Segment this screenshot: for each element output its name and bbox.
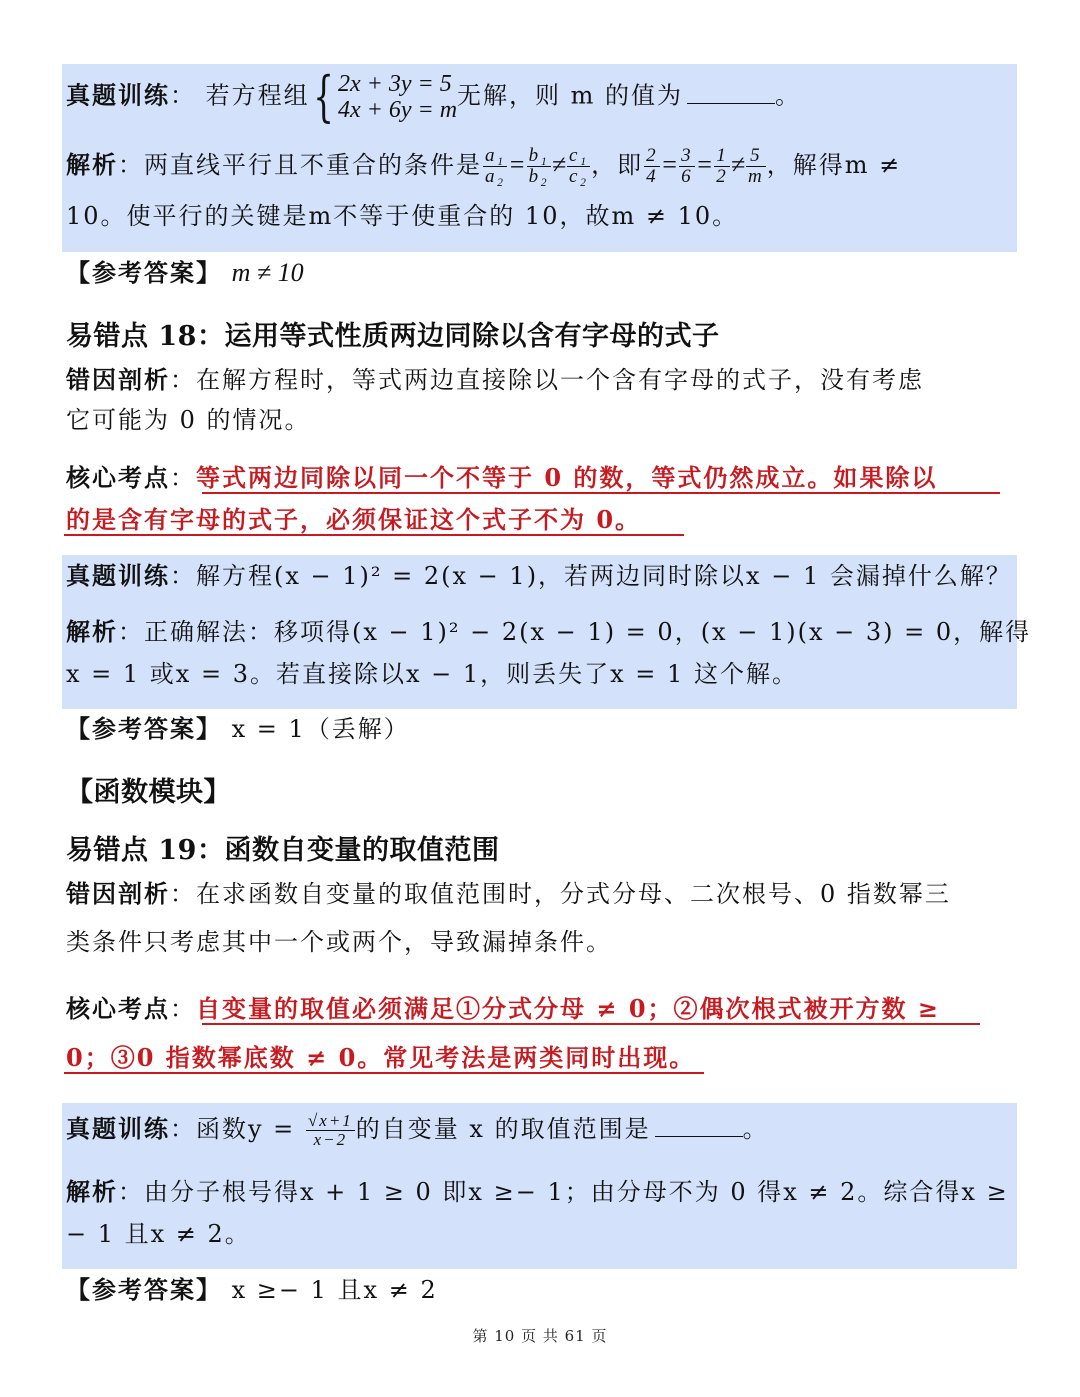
cause-19-line1: 错因剖析：在求函数自变量的取值范围时，分式分母、二次根号、0 指数幂三 [66,879,951,908]
question-label: 真题训练 [66,80,170,110]
red-underline [64,534,684,536]
red-underline [64,1072,704,1074]
analysis-1-line2: 10。使平行的关键是m不等于使重合的 10，故m ≠ 10。 [66,202,739,230]
equation-system: 2x + 3y = 5 4x + 6y = m [338,70,458,123]
cause-18-line1: 错因剖析：在解方程时，等式两边直接除以一个含有字母的式子，没有考虑 [66,365,924,394]
heading-error-19: 易错点 19：函数自变量的取值范围 [66,835,500,866]
red-underline [202,1023,980,1025]
heading-error-18: 易错点 18：运用等式性质两边同除以含有字母的式子 [66,321,720,352]
module-heading: 【函数模块】 [66,777,231,808]
analysis-3-line2: − 1 且x ≠ 2。 [66,1220,251,1248]
cause-19-line2: 类条件只考虑其中一个或两个，导致漏掉条件。 [66,928,612,956]
answer-blank [687,83,775,104]
fraction: $\frac{√x+1}{x-2}$ [307,1111,353,1149]
answer-blank [655,1116,743,1137]
cause-18-line2: 它可能为 0 的情况。 [66,406,311,434]
brace-icon: { [312,65,335,128]
red-underline [202,492,1000,494]
analysis-2-line2: x = 1 或x = 3。若直接除以x − 1，则丢失了x = 1 这个解。 [66,660,798,688]
answer-1: 【参考答案】 m ≠ 10 [66,258,304,287]
question-3-line: 真题训练：函数y = $\frac{√x+1}{x-2}$ 的自变量 x 的取值范围是 。 [66,1111,769,1149]
core-19-line1: 核心考点：自变量的取值必须满足①分式分母 ≠ 0；②偶次根式被开方数 ≥ [66,994,940,1023]
question-2-line: 真题训练：解方程(x − 1)² = 2(x − 1)，若两边同时除以x − 1 会漏掉什么解？ [66,561,1012,590]
answer-3: 【参考答案】 x ≥− 1 且x ≠ 2 [66,1275,438,1304]
core-18-line1: 核心考点：等式两边同除以同一个不等于 0 的数，等式仍然成立。如果除以 [66,463,938,492]
core-19-line2: 0；③0 指数幂底数 ≠ 0。常见考法是两类同时出现。 [66,1043,696,1072]
page-footer: 第 10 页 共 61 页 [472,1327,608,1345]
analysis-2-line1: 解析：正确解法：移项得(x − 1)² − 2(x − 1) = 0，(x − 1)(x − 3) = 0，解得 [66,617,1032,646]
analysis-3-line1: 解析：由分子根号得x + 1 ≥ 0 即x ≥− 1；由分母不为 0 得x ≠ 2。综合得x ≥ [66,1177,1009,1206]
answer-2: 【参考答案】 x = 1（丢解） [66,714,410,743]
analysis-1-line1: 解析：两直线平行且不重合的条件是 $\frac{\text{a₁}}{\text{a₂}}$ = $\frac{\text{b₁}}{\text{b₂}}$ ≠ $\frac{\text{c₁}}{\text{c₂}}$ ，即 $\frac{2}{4}$ = $\frac{3}{6}$ = $\frac{1}{2}$ ≠ $\frac{5}{m}$ ，解得m ≠ [66,145,902,187]
core-18-line2: 的是含有字母的式子，必须保证这个式子不为 0。 [66,505,642,534]
question-1-line: 真题训练： 若方程组{ 2x + 3y = 5 4x + 6y = m 无解，则 m 的值为 。 [66,65,802,128]
